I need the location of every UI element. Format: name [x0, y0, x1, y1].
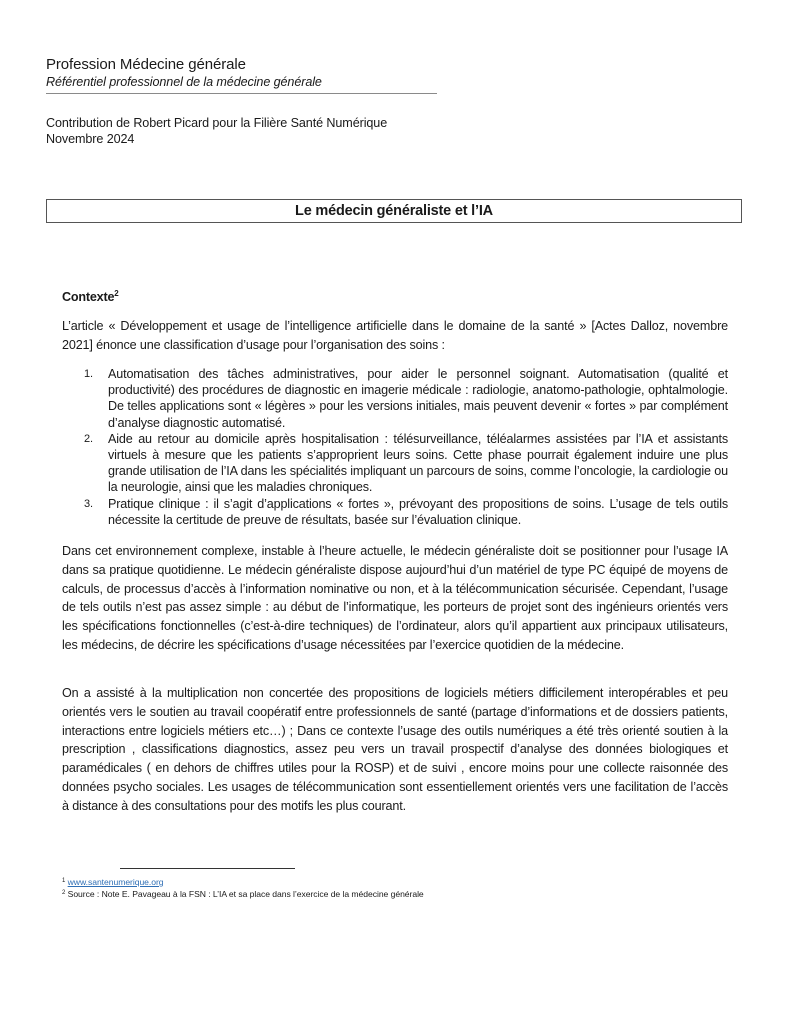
list-item-number: 2.: [84, 432, 93, 445]
footnote-number: 2: [62, 890, 66, 896]
list-item-text: Aide au retour au domicile après hospitalisation : télésurveillance, téléalarmes assistées par l’IA et assistants virtuels à mesure que les patients s’approprient leurs soins. Cette phase pourrait également induire une plus grande utilisation de l’IA dans les spécialités impliquant un parcours de soins, comme l’oncologie, la cardiologie ou la neurologie, ainsi que les maladies chroniques.: [108, 431, 728, 495]
list-item: [62, 496, 728, 528]
document-title: Le médecin généraliste et l’IA: [46, 199, 742, 223]
footnote-text: Source : Note E. Pavageau à la FSN : L’IA et sa place dans l’exercice de la médecine générale: [67, 889, 424, 899]
page-header: [46, 55, 437, 94]
header-subtitle: Référentiel professionnel de la médecine générale: [46, 75, 322, 89]
footnote-2: [62, 888, 424, 900]
section-heading: [62, 289, 119, 305]
list-item-text: Pratique clinique : il s’agit d’applications « fortes », prévoyant des propositions de soins. L’usage de tels outils nécessite la certitude de preuve de résultats, basée sur l’évaluation clinique.: [108, 496, 728, 527]
list-item-text: Automatisation des tâches administratives, pour aider le personnel soignant. Automatisation (qualité et productivité) des procédures de diagnostic en imagerie médicale : radiologie, anatomo-pathologie, ophtalmologie. De telles applications sont « légères » pour les versions initiales, mais peuvent devenir « fortes » par complément d’analyse diagnostic automatisé.: [108, 367, 728, 430]
intro-paragraph: L’article « Développement et usage de l’intelligence artificielle dans le domaine de la santé » [Actes Dalloz, novembre 2021] énonce une classification d’usage pour l’organisation des soins :: [62, 319, 728, 352]
contribution-date: Novembre 2024: [46, 132, 135, 146]
footnote-link[interactable]: www.santenumerique.org: [67, 877, 164, 887]
footnotes: [62, 876, 424, 900]
footnote-1: [62, 876, 424, 888]
contribution-block: [46, 115, 387, 147]
list-item: [62, 431, 728, 496]
body-paragraph: On a assisté à la multiplication non concertée des propositions de logiciels métiers difficilement interopérables et peu orientés vers le soutien au travail coopératif entre professionnels de santé (partage d’informations et de dossiers patients, interactions entre logiciels métiers etc…) ; Dans ce contexte l’usage des outils numériques a été très orienté soutien à la prescription , classifications diagnostics, assez peu vers un travail prospectif d’analyse des données biologiques et paramédicales ( en dehors de chiffres utiles pour la ROSP) et de suivi , encore moins pour une collecte raisonnée des données psycho sociales. Les usages de télécommunication sont essentiellement orientés vers une facilitation de l’accès à distance à des consultations pour des motifs les plus courant.: [62, 686, 728, 813]
list-item-number: 3.: [84, 497, 93, 510]
footnote-ref[interactable]: 2: [114, 289, 119, 298]
usage-classification-list: [62, 366, 728, 528]
list-item-number: 1.: [84, 368, 93, 380]
section-heading-text: Contexte: [62, 290, 115, 304]
list-item: [62, 366, 728, 431]
contribution-author: Contribution de Robert Picard pour la Filière Santé Numérique: [46, 116, 388, 130]
footnote-number: 1: [62, 878, 66, 884]
body-paragraph: Dans cet environnement complexe, instable à l’heure actuelle, le médecin généraliste doit se positionner pour l’usage IA dans sa pratique quotidienne. Le médecin généraliste dispose aujourd’hui d’un matériel de type PC équipé de moyens de calculs, de processus d’accès à l’information nominative ou non, et à la télécommunication sécurisée. Cependant, l’usage de tels outils n’est pas assez simple : au début de l’informatique, les porteurs de projet sont des ingénieurs orientés vers les spécifications fonctionnelles (c’est-à-dire techniques) de l’ordinateur, alors qu’il appartient aux principaux utilisateurs, les médecins, de décrire les spécifications d’usage nécessitées par l’exercice quotidien de la médecine.: [62, 544, 728, 652]
footnote-separator: [120, 868, 295, 869]
header-title: Profession Médecine générale: [46, 56, 246, 73]
